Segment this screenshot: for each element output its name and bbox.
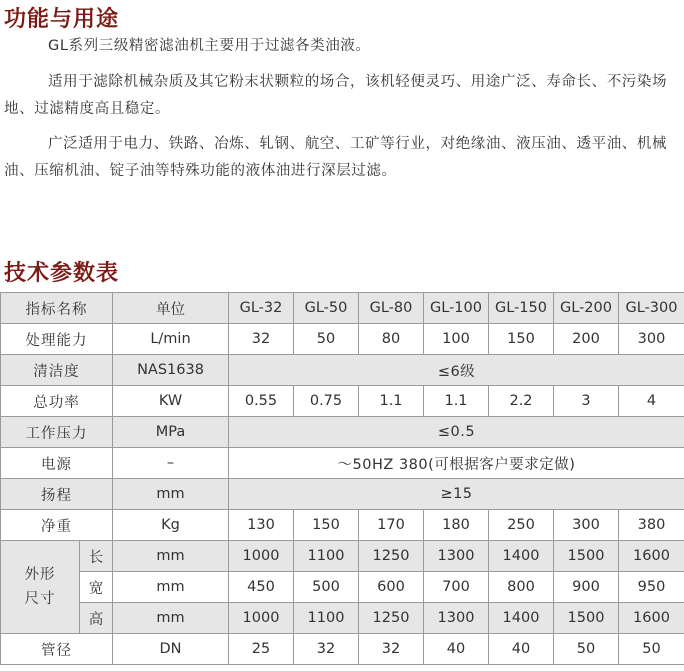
table-cell: 1000 xyxy=(229,603,294,634)
header-model: GL-100 xyxy=(424,293,489,324)
header-model: GL-150 xyxy=(489,293,554,324)
merged-cell: ≤6级 xyxy=(229,355,684,386)
table-cell: 1000 xyxy=(229,541,294,572)
table-cell: 1250 xyxy=(359,603,424,634)
table-cell: 300 xyxy=(619,324,684,355)
table-cell: 50 xyxy=(294,324,359,355)
table-cell: 0.75 xyxy=(294,386,359,417)
row-label: 清洁度 xyxy=(1,355,113,386)
paragraph-applications xyxy=(4,69,680,123)
header-model: GL-32 xyxy=(229,293,294,324)
table-cell: 500 xyxy=(294,572,359,603)
paragraph-intro xyxy=(4,33,680,60)
section-title-specs: 技术参数表 xyxy=(4,261,120,286)
table-cell: 130 xyxy=(229,510,294,541)
row-label: 扬程 xyxy=(1,479,113,510)
table-cell: 380 xyxy=(619,510,684,541)
table-cell: 1.1 xyxy=(424,386,489,417)
header-model: GL-200 xyxy=(554,293,619,324)
row-unit: mm xyxy=(113,572,229,603)
row-label: 工作压力 xyxy=(1,417,113,448)
merged-cell: ≤0.5 xyxy=(229,417,684,448)
table-cell: 1400 xyxy=(489,541,554,572)
table-cell: 1600 xyxy=(619,603,684,634)
table-cell: 1600 xyxy=(619,541,684,572)
table-cell: 1400 xyxy=(489,603,554,634)
row-label: 净重 xyxy=(1,510,113,541)
row-pressure xyxy=(1,417,684,448)
table-cell: 80 xyxy=(359,324,424,355)
paragraph-industries-text: 广泛适用于电力、铁路、冶炼、轧钢、航空、工矿等行业，对绝缘油、液压油、透平油、机械油、压缩机油、锭子油等特殊功能的液体油进行深层过滤。 xyxy=(4,136,668,179)
table-cell: 250 xyxy=(489,510,554,541)
table-cell: 40 xyxy=(489,634,554,665)
row-label: 电源 xyxy=(1,448,113,479)
table-cell: 1500 xyxy=(554,603,619,634)
table-cell: 700 xyxy=(424,572,489,603)
table-cell: 50 xyxy=(554,634,619,665)
row-unit: – xyxy=(113,448,229,479)
paragraph-industries xyxy=(4,131,680,185)
table-cell: 50 xyxy=(619,634,684,665)
dimensions-label-line1: 外形 xyxy=(24,567,56,583)
table-cell: 3 xyxy=(554,386,619,417)
table-cell: 300 xyxy=(554,510,619,541)
table-cell: 100 xyxy=(424,324,489,355)
merged-cell: ≥15 xyxy=(229,479,684,510)
table-cell: 1300 xyxy=(424,603,489,634)
table-cell: 32 xyxy=(359,634,424,665)
sub-label: 高 xyxy=(80,603,113,634)
table-cell: 0.55 xyxy=(229,386,294,417)
table-cell: 600 xyxy=(359,572,424,603)
row-unit: NAS1638 xyxy=(113,355,229,386)
table-cell: 200 xyxy=(554,324,619,355)
table-cell: 25 xyxy=(229,634,294,665)
header-row xyxy=(1,293,684,324)
table-cell: 40 xyxy=(424,634,489,665)
row-pipe xyxy=(1,634,684,665)
table-cell: 900 xyxy=(554,572,619,603)
row-height xyxy=(1,603,684,634)
table-cell: 1300 xyxy=(424,541,489,572)
dimensions-label-line2: 尺寸 xyxy=(24,591,56,607)
row-unit: mm xyxy=(113,541,229,572)
row-unit: L/min xyxy=(113,324,229,355)
row-unit: mm xyxy=(113,603,229,634)
row-weight xyxy=(1,510,684,541)
sub-label: 宽 xyxy=(80,572,113,603)
spec-table xyxy=(0,292,684,665)
row-unit: Kg xyxy=(113,510,229,541)
paragraph-applications-text: 适用于滤除机械杂质及其它粉末状颗粒的场合，该机轻便灵巧、用途广泛、寿命长、不污染场地、过滤精度高且稳定。 xyxy=(4,74,668,117)
table-cell: 1100 xyxy=(294,541,359,572)
section-title-functions: 功能与用途 xyxy=(4,7,120,32)
table-cell: 950 xyxy=(619,572,684,603)
sub-label: 长 xyxy=(80,541,113,572)
table-cell: 170 xyxy=(359,510,424,541)
table-cell: 4 xyxy=(619,386,684,417)
row-unit: DN xyxy=(113,634,229,665)
row-unit: mm xyxy=(113,479,229,510)
table-cell: 450 xyxy=(229,572,294,603)
header-label: 指标名称 xyxy=(1,293,113,324)
row-head xyxy=(1,479,684,510)
row-unit: KW xyxy=(113,386,229,417)
table-cell: 180 xyxy=(424,510,489,541)
table-cell: 1100 xyxy=(294,603,359,634)
dimensions-label xyxy=(1,541,80,634)
table-cell: 2.2 xyxy=(489,386,554,417)
row-capacity xyxy=(1,324,684,355)
merged-cell: ～50HZ 380(可根据客户要求定做) xyxy=(229,448,684,479)
row-unit: MPa xyxy=(113,417,229,448)
table-cell: 800 xyxy=(489,572,554,603)
table-cell: 32 xyxy=(229,324,294,355)
table-cell: 150 xyxy=(489,324,554,355)
paragraph-intro-text: GL系列三级精密滤油机主要用于过滤各类油液。 xyxy=(48,38,371,54)
table-cell: 1500 xyxy=(554,541,619,572)
row-power xyxy=(1,386,684,417)
table-cell: 150 xyxy=(294,510,359,541)
table-cell: 32 xyxy=(294,634,359,665)
row-length xyxy=(1,541,684,572)
table-cell: 1.1 xyxy=(359,386,424,417)
header-model: GL-300 xyxy=(619,293,684,324)
header-unit: 单位 xyxy=(113,293,229,324)
row-width xyxy=(1,572,684,603)
row-label: 总功率 xyxy=(1,386,113,417)
table-cell: 1250 xyxy=(359,541,424,572)
header-model: GL-50 xyxy=(294,293,359,324)
row-supply xyxy=(1,448,684,479)
row-label: 处理能力 xyxy=(1,324,113,355)
row-cleanliness xyxy=(1,355,684,386)
header-model: GL-80 xyxy=(359,293,424,324)
row-label: 管径 xyxy=(1,634,113,665)
